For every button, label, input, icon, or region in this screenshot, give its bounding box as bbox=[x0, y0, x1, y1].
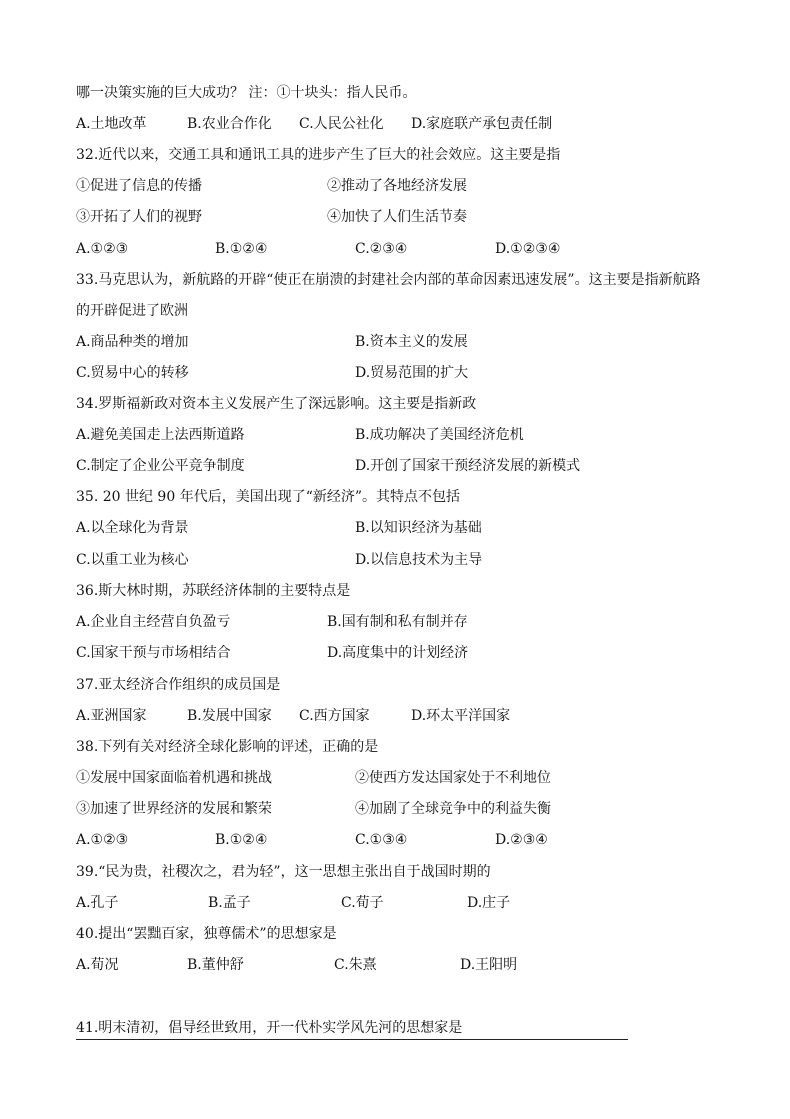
q38-option-a: A.①②③ bbox=[76, 832, 129, 848]
q34-stem: 34.罗斯福新政对资本主义发展产生了深远影响。这主要是指新政 bbox=[76, 396, 477, 412]
q37-option-b: B.发展中国家 bbox=[187, 708, 272, 724]
q31-option-b: B.农业合作化 bbox=[187, 116, 272, 132]
q35-option-a: A.以全球化为背景 bbox=[76, 520, 189, 536]
q35-option-d: D.以信息技术为主导 bbox=[355, 552, 483, 568]
q37-stem: 37.亚太经济合作组织的成员国是 bbox=[76, 677, 281, 693]
q32-option-c: C.②③④ bbox=[355, 241, 408, 257]
q35-option-c: C.以重工业为核心 bbox=[76, 552, 189, 568]
q33-option-d: D.贸易范围的扩大 bbox=[355, 365, 469, 381]
q34-option-b: B.成功解决了美国经济危机 bbox=[355, 427, 524, 443]
q40-option-d: D.王阳明 bbox=[460, 957, 518, 973]
q32-statement-3: ③开拓了人们的视野 bbox=[76, 209, 202, 225]
q38-option-b: B.①②④ bbox=[215, 832, 268, 848]
q32-stem: 32.近代以来，交通工具和通讯工具的进步产生了巨大的社会效应。这主要是指 bbox=[76, 147, 561, 163]
q33-option-b: B.资本主义的发展 bbox=[355, 334, 468, 350]
q34-option-d: D.开创了国家干预经济发展的新模式 bbox=[355, 458, 581, 474]
q33-stem-line-1: 33.马克思认为，新航路的开辟“使正在崩溃的封建社会内部的革命因素迅速发展”。这主要是指新航路 bbox=[76, 272, 701, 288]
q36-stem: 36.斯大林时期，苏联经济体制的主要特点是 bbox=[76, 583, 351, 599]
q39-option-a: A.孔子 bbox=[76, 895, 119, 911]
q33-option-a: A.商品种类的增加 bbox=[76, 334, 189, 350]
q34-option-c: C.制定了企业公平竞争制度 bbox=[76, 458, 245, 474]
q32-statement-1: ①促进了信息的传播 bbox=[76, 178, 202, 194]
q32-statement-4: ④加快了人们生活节奏 bbox=[327, 209, 467, 225]
q40-option-b: B.董仲舒 bbox=[187, 957, 244, 973]
q32-option-b: B.①②④ bbox=[215, 241, 268, 257]
q35-option-b: B.以知识经济为基础 bbox=[355, 520, 482, 536]
answer-underline bbox=[76, 1039, 628, 1040]
q37-option-c: C.西方国家 bbox=[299, 708, 370, 724]
q35-stem: 35. 20 世纪 90 年代后，美国出现了“新经济”。其特点不包括 bbox=[76, 489, 461, 505]
q36-option-a: A.企业自主经营自负盈亏 bbox=[76, 614, 231, 630]
q34-option-a: A.避免美国走上法西斯道路 bbox=[76, 427, 245, 443]
q37-option-d: D.环太平洋国家 bbox=[411, 708, 511, 724]
q41-stem: 41.明末清初，倡导经世致用，开一代朴实学风先河的思想家是 bbox=[76, 1020, 463, 1036]
q40-option-c: C.朱熹 bbox=[334, 957, 377, 973]
q39-option-b: B.孟子 bbox=[208, 895, 251, 911]
q33-stem-line-2: 的开辟促进了欧洲 bbox=[76, 303, 188, 319]
q38-statement-3: ③加速了世界经济的发展和繁荣 bbox=[76, 801, 272, 817]
q40-option-a: A.荀况 bbox=[76, 957, 119, 973]
q31-option-a: A.土地改革 bbox=[76, 116, 147, 132]
q38-statement-2: ②使西方发达国家处于不利地位 bbox=[355, 770, 551, 786]
q31-stem-continuation: 哪一决策实施的巨大成功？ 注：①十块头：指人民币。 bbox=[76, 85, 417, 101]
q37-option-a: A.亚洲国家 bbox=[76, 708, 147, 724]
q36-option-c: C.国家干预与市场相结合 bbox=[76, 645, 231, 661]
q31-option-c: C.人民公社化 bbox=[299, 116, 384, 132]
q31-option-d: D.家庭联产承包责任制 bbox=[411, 116, 553, 132]
q32-statement-2: ②推动了各地经济发展 bbox=[327, 178, 467, 194]
q36-option-d: D.高度集中的计划经济 bbox=[327, 645, 469, 661]
q39-option-d: D.庄子 bbox=[467, 895, 511, 911]
q38-option-d: D.②③④ bbox=[495, 832, 548, 848]
q39-option-c: C.荀子 bbox=[341, 895, 384, 911]
q38-stem: 38.下列有关对经济全球化影响的评述，正确的是 bbox=[76, 739, 379, 755]
q39-stem: 39.“民为贵，社稷次之，君为轻”，这一思想主张出自于战国时期的 bbox=[76, 864, 491, 880]
q38-statement-4: ④加剧了全球竞争中的利益失衡 bbox=[355, 801, 551, 817]
q33-option-c: C.贸易中心的转移 bbox=[76, 365, 189, 381]
q36-option-b: B.国有制和私有制并存 bbox=[327, 614, 468, 630]
q32-option-d: D.①②③④ bbox=[495, 241, 561, 257]
q38-statement-1: ①发展中国家面临着机遇和挑战 bbox=[76, 770, 272, 786]
q40-stem: 40.提出“罢黜百家，独尊儒术”的思想家是 bbox=[76, 926, 337, 942]
q38-option-c: C.①③④ bbox=[355, 832, 408, 848]
q32-option-a: A.①②③ bbox=[76, 241, 129, 257]
